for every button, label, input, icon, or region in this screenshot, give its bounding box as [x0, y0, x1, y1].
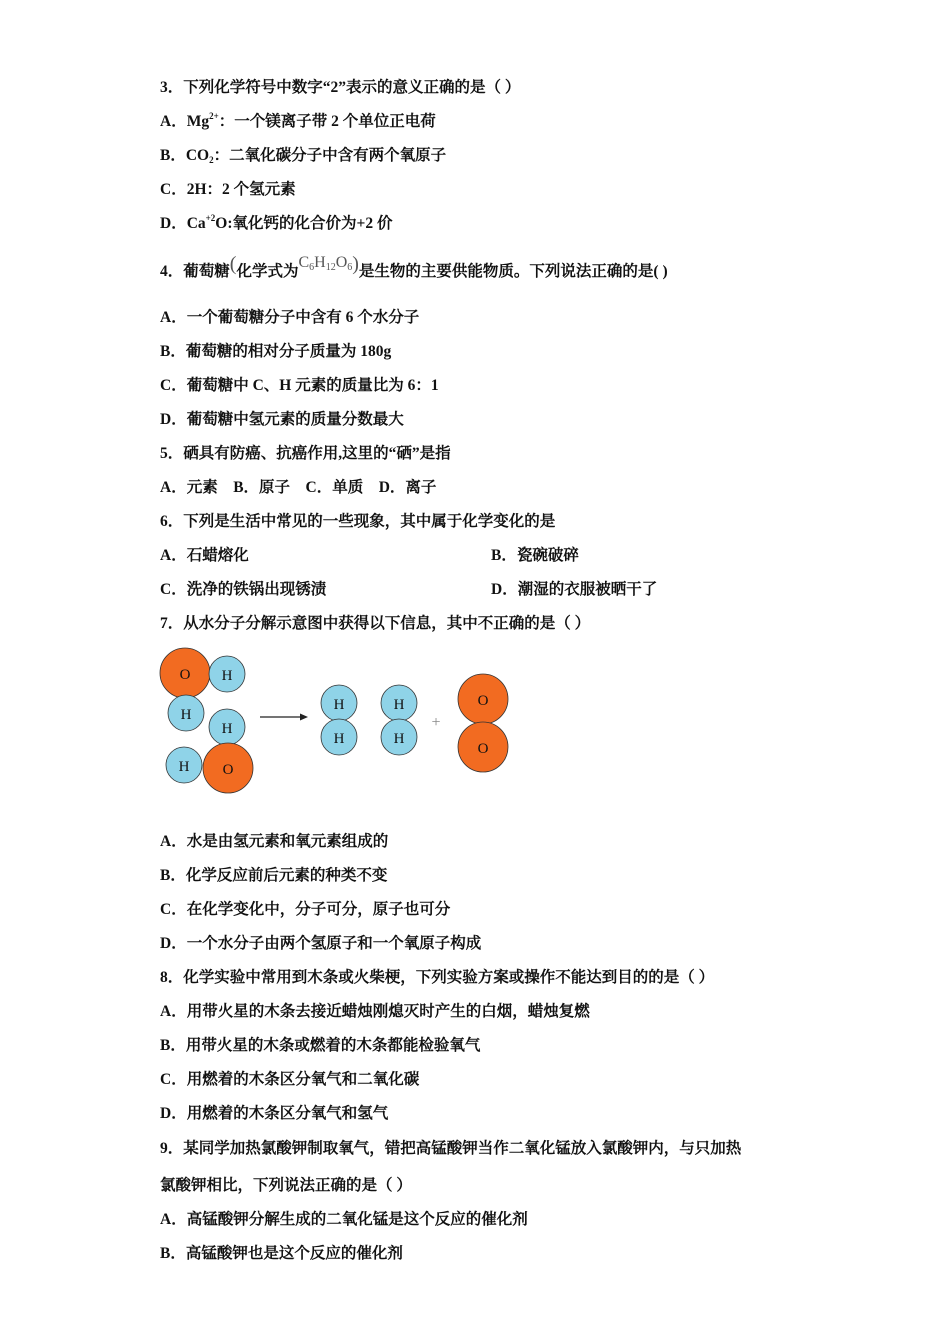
q4-option-d: D．葡萄糖中氢元素的质量分数最大 [160, 411, 404, 428]
q4-option-c: C．葡萄糖中 C、H 元素的质量比为 6：1 [160, 377, 439, 394]
q7-option-b: B．化学反应前后元素的种类不变 [160, 867, 388, 884]
svg-text:O: O [477, 741, 489, 757]
q8-option-b: B．用带火星的木条或燃着的木条都能检验氧气 [160, 1037, 481, 1054]
q9-option-b: B．高锰酸钾也是这个反应的催化剂 [160, 1245, 403, 1262]
q7-stem: 7．从水分子分解示意图中获得以下信息，其中不正确的是（ ） [160, 615, 591, 632]
water-decomposition-diagram [150, 640, 530, 800]
q4-option-b: B．葡萄糖的相对分子质量为 180g [160, 343, 392, 360]
svg-text:O: O [222, 762, 234, 778]
svg-text:H: H [221, 721, 233, 737]
q3-option-d: D．$Ca^{+2}O$:氧化钙的化合价为+2 价 [160, 213, 393, 232]
q9-stem-line1: 9．某同学加热氯酸钾制取氧气，错把高锰酸钾当作二氧化锰放入氯酸钾内，与只加热 [160, 1140, 742, 1157]
plus-sign: + [431, 714, 441, 731]
svg-text:H: H [333, 697, 345, 713]
q9-option-a: A．高锰酸钾分解生成的二氧化锰是这个反应的催化剂 [160, 1211, 528, 1228]
svg-text:O: O [179, 667, 191, 683]
q3-option-a: A．$Mg^{2+}$：一个镁离子带 2 个单位正电荷 [160, 111, 436, 130]
q3-option-b: B．$CO_2$：二氧化碳分子中含有两个氧原子 [160, 147, 447, 165]
q8-stem: 8．化学实验中常用到木条或火柴梗，下列实验方案或操作不能达到目的的是（ ） [160, 969, 715, 986]
q5-options: A．元素 B．原子 C．单质 D．离子 [160, 479, 437, 496]
q6-stem: 6．下列是生活中常见的一些现象，其中属于化学变化的是 [160, 513, 556, 530]
q4-option-a: A．一个葡萄糖分子中含有 6 个水分子 [160, 309, 420, 326]
hydrogen-molecule-1 [321, 685, 357, 755]
q6-option-b: B．瓷碗破碎 [491, 547, 579, 564]
arrow-icon [260, 714, 308, 721]
q4-stem: 4．葡萄糖(化学式为$C_6H_{12}O_6$)是生物的主要供能物质。下列说法正确的是( ) [160, 253, 668, 280]
glucose-formula: $C_6H_{12}O_6$ [298, 254, 353, 273]
q3-option-c: C．2H：2 个氢元素 [160, 181, 296, 198]
q7-option-a: A．水是由氢元素和氧元素组成的 [160, 833, 389, 850]
q9-stem-line2: 氯酸钾相比，下列说法正确的是（ ） [160, 1177, 412, 1194]
q5-stem: 5．硒具有防癌、抗癌作用,这里的“硒”是指 [160, 445, 451, 462]
q7-option-c: C．在化学变化中，分子可分，原子也可分 [160, 901, 451, 918]
q7-option-d: D．一个水分子由两个氢原子和一个氧原子构成 [160, 935, 482, 952]
q8-option-d: D．用燃着的木条区分氧气和氢气 [160, 1105, 389, 1122]
svg-text:H: H [221, 668, 233, 684]
svg-text:H: H [393, 697, 405, 713]
svg-text:H: H [180, 707, 192, 723]
q8-option-a: A．用带火星的木条去接近蜡烛刚熄灭时产生的白烟，蜡烛复燃 [160, 1003, 590, 1020]
svg-text:H: H [333, 731, 345, 747]
svg-text:H: H [393, 731, 405, 747]
oxygen-molecule [458, 674, 508, 772]
svg-text:O: O [477, 693, 489, 709]
q6-option-c: C．洗净的铁锅出现锈渍 [160, 581, 327, 598]
q3-stem: 3．下列化学符号中数字“2”表示的意义正确的是（ ） [160, 79, 521, 96]
svg-text:H: H [178, 759, 190, 775]
q8-option-c: C．用燃着的木条区分氧气和二氧化碳 [160, 1071, 420, 1088]
q6-option-a: A．石蜡熔化 [160, 547, 249, 564]
q6-option-d: D．潮湿的衣服被晒干了 [491, 581, 658, 598]
hydrogen-molecule-2 [381, 685, 417, 755]
